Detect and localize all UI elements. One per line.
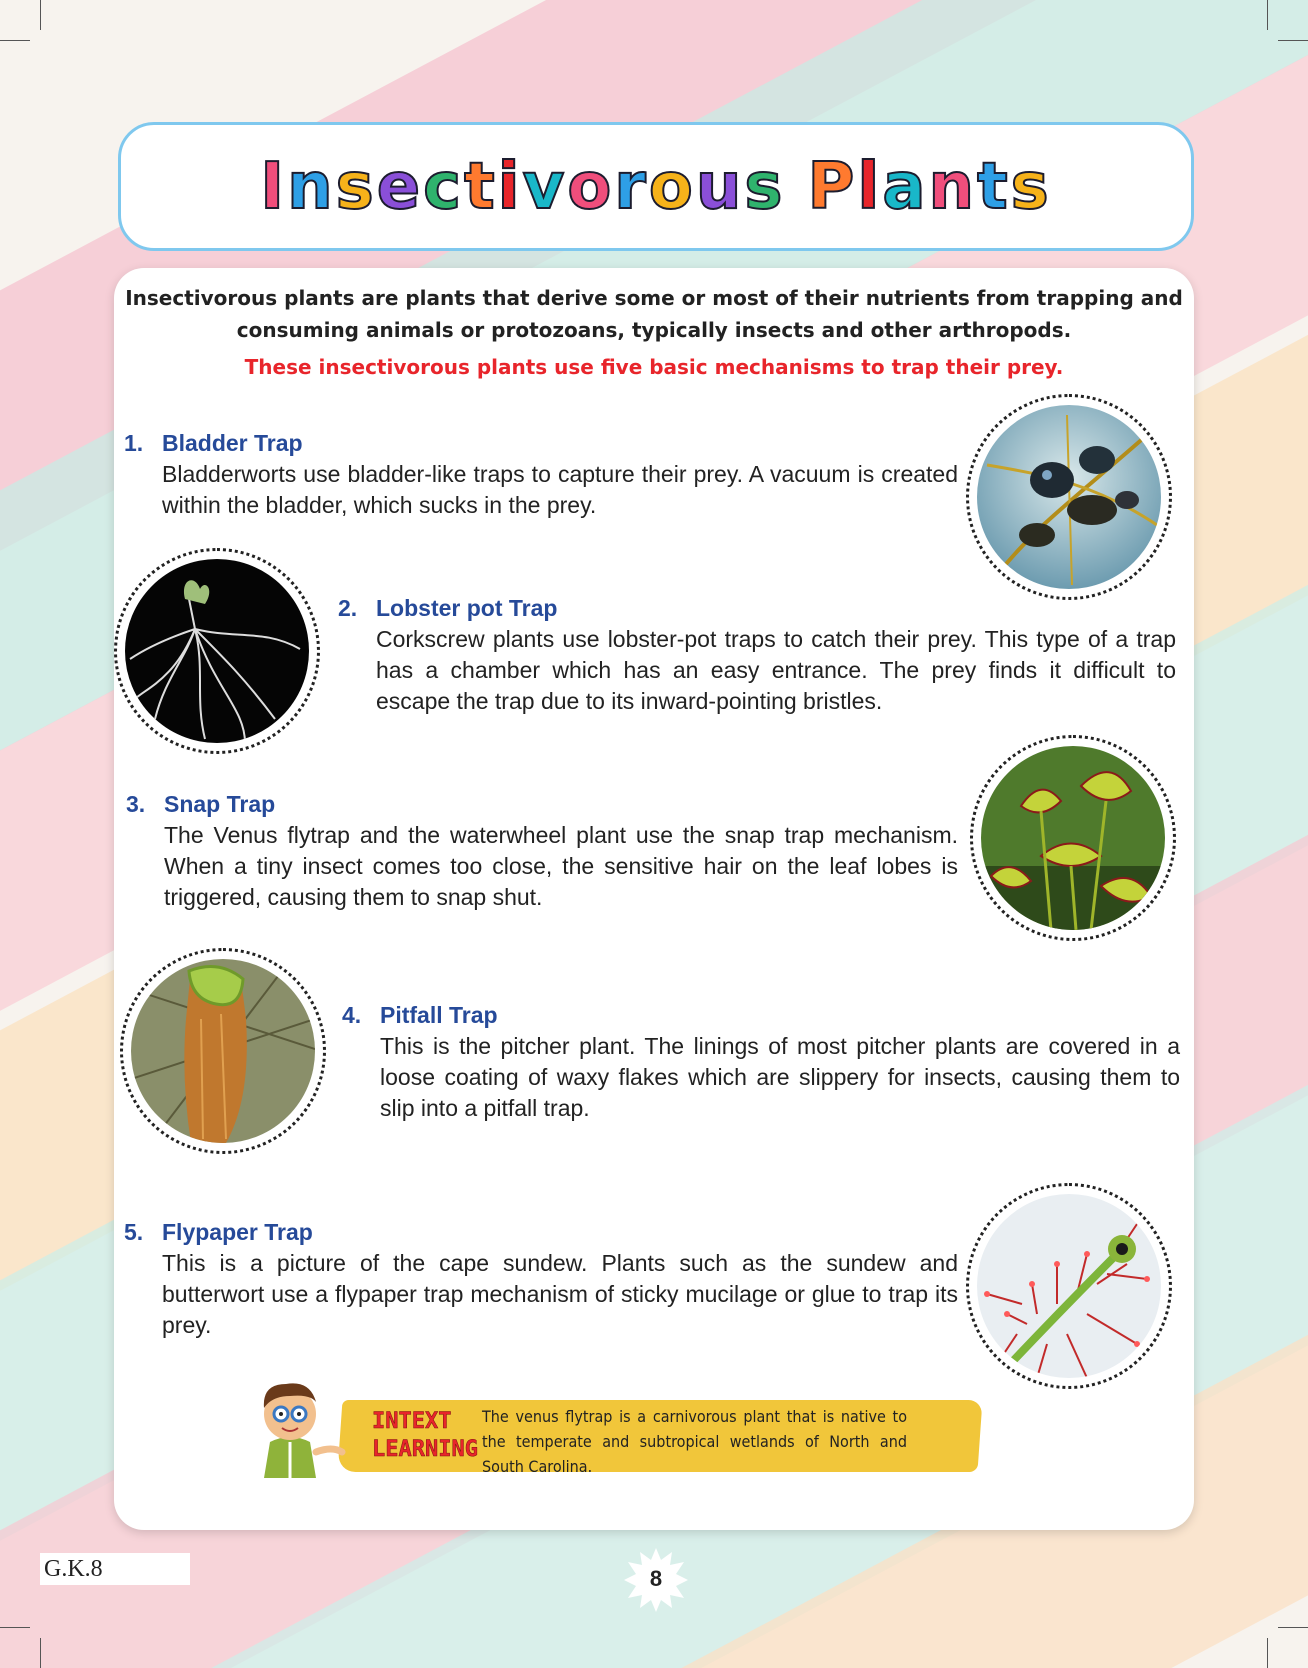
item-text: This is the pitcher plant. The linings of most pitcher plants are covered in a loose coating of waxy flakes which are slippery for insects, causing them to slip into a pitfall trap. <box>380 1033 1180 1121</box>
item-heading: Pitfall Trap <box>380 1002 498 1028</box>
crop-mark <box>1278 40 1308 41</box>
item-number: 2. <box>338 595 358 621</box>
crop-mark <box>0 1627 30 1628</box>
intext-label: INTEXT LEARNING <box>372 1409 478 1462</box>
trap-item-lobster-pot <box>338 593 1176 717</box>
crop-mark <box>0 40 30 41</box>
item-text: The Venus flytrap and the waterwheel plant use the snap trap mechanism. When a tiny insect comes too close, the sensitive hair on the leaf lobes is triggered, causing them to snap shut. <box>164 822 958 910</box>
trap-item-snap <box>126 789 958 913</box>
pitcher-plant-photo <box>120 948 326 1154</box>
page-number-badge <box>624 1548 688 1612</box>
crop-mark <box>1267 0 1268 30</box>
bladderwort-photo <box>966 394 1172 600</box>
item-heading: Flypaper Trap <box>162 1219 313 1245</box>
item-text: Bladderworts use bladder-like traps to capture their prey. A vacuum is created within the bladder, which sucks in the prey. <box>162 461 958 518</box>
item-number: 5. <box>124 1219 144 1245</box>
item-heading: Bladder Trap <box>162 430 303 456</box>
intro-text: Insectivorous plants are plants that derive some or most of their nutrients from trapping and consuming animals or protozoans, typically insects and other arthropods. <box>125 286 1183 342</box>
crop-mark <box>1278 1627 1308 1628</box>
boy-mascot-icon <box>250 1372 346 1478</box>
intext-text: The venus flytrap is a carnivorous plant that is native to the temperate and subtropical wetlands of North and South Carolina. <box>482 1407 907 1476</box>
item-number: 3. <box>126 791 146 817</box>
trap-item-pitfall <box>342 1000 1180 1124</box>
intro-highlight: These insectivorous plants use five basic mechanisms to trap their prey. <box>244 355 1064 379</box>
item-number: 4. <box>342 1002 362 1028</box>
crop-mark <box>1267 1638 1268 1668</box>
page-title: Insectivorous Plants <box>260 149 1052 224</box>
item-text: Corkscrew plants use lobster-pot traps to catch their prey. This type of a trap has a chamber which has an easy entrance. The prey finds it difficult to escape the trap due to its inward-pointing bristles. <box>376 626 1176 714</box>
item-number: 1. <box>124 430 144 456</box>
venus-flytrap-photo <box>970 735 1176 941</box>
intext-learning-box <box>250 1390 970 1480</box>
trap-item-bladder <box>124 428 958 521</box>
page-number: 8 <box>649 1566 663 1591</box>
crop-mark <box>40 1638 41 1668</box>
item-heading: Lobster pot Trap <box>376 595 558 621</box>
trap-item-flypaper <box>124 1217 958 1341</box>
item-text: This is a picture of the cape sundew. Plants such as the sundew and butterwort use a flypaper trap mechanism of sticky mucilage or glue to trap its prey. <box>162 1250 958 1338</box>
cape-sundew-photo <box>966 1183 1172 1389</box>
book-code: G.K.8 <box>40 1553 190 1585</box>
crop-mark <box>40 0 41 30</box>
item-heading: Snap Trap <box>164 791 276 817</box>
title-box <box>118 122 1194 251</box>
corkscrew-plant-photo <box>114 548 320 754</box>
